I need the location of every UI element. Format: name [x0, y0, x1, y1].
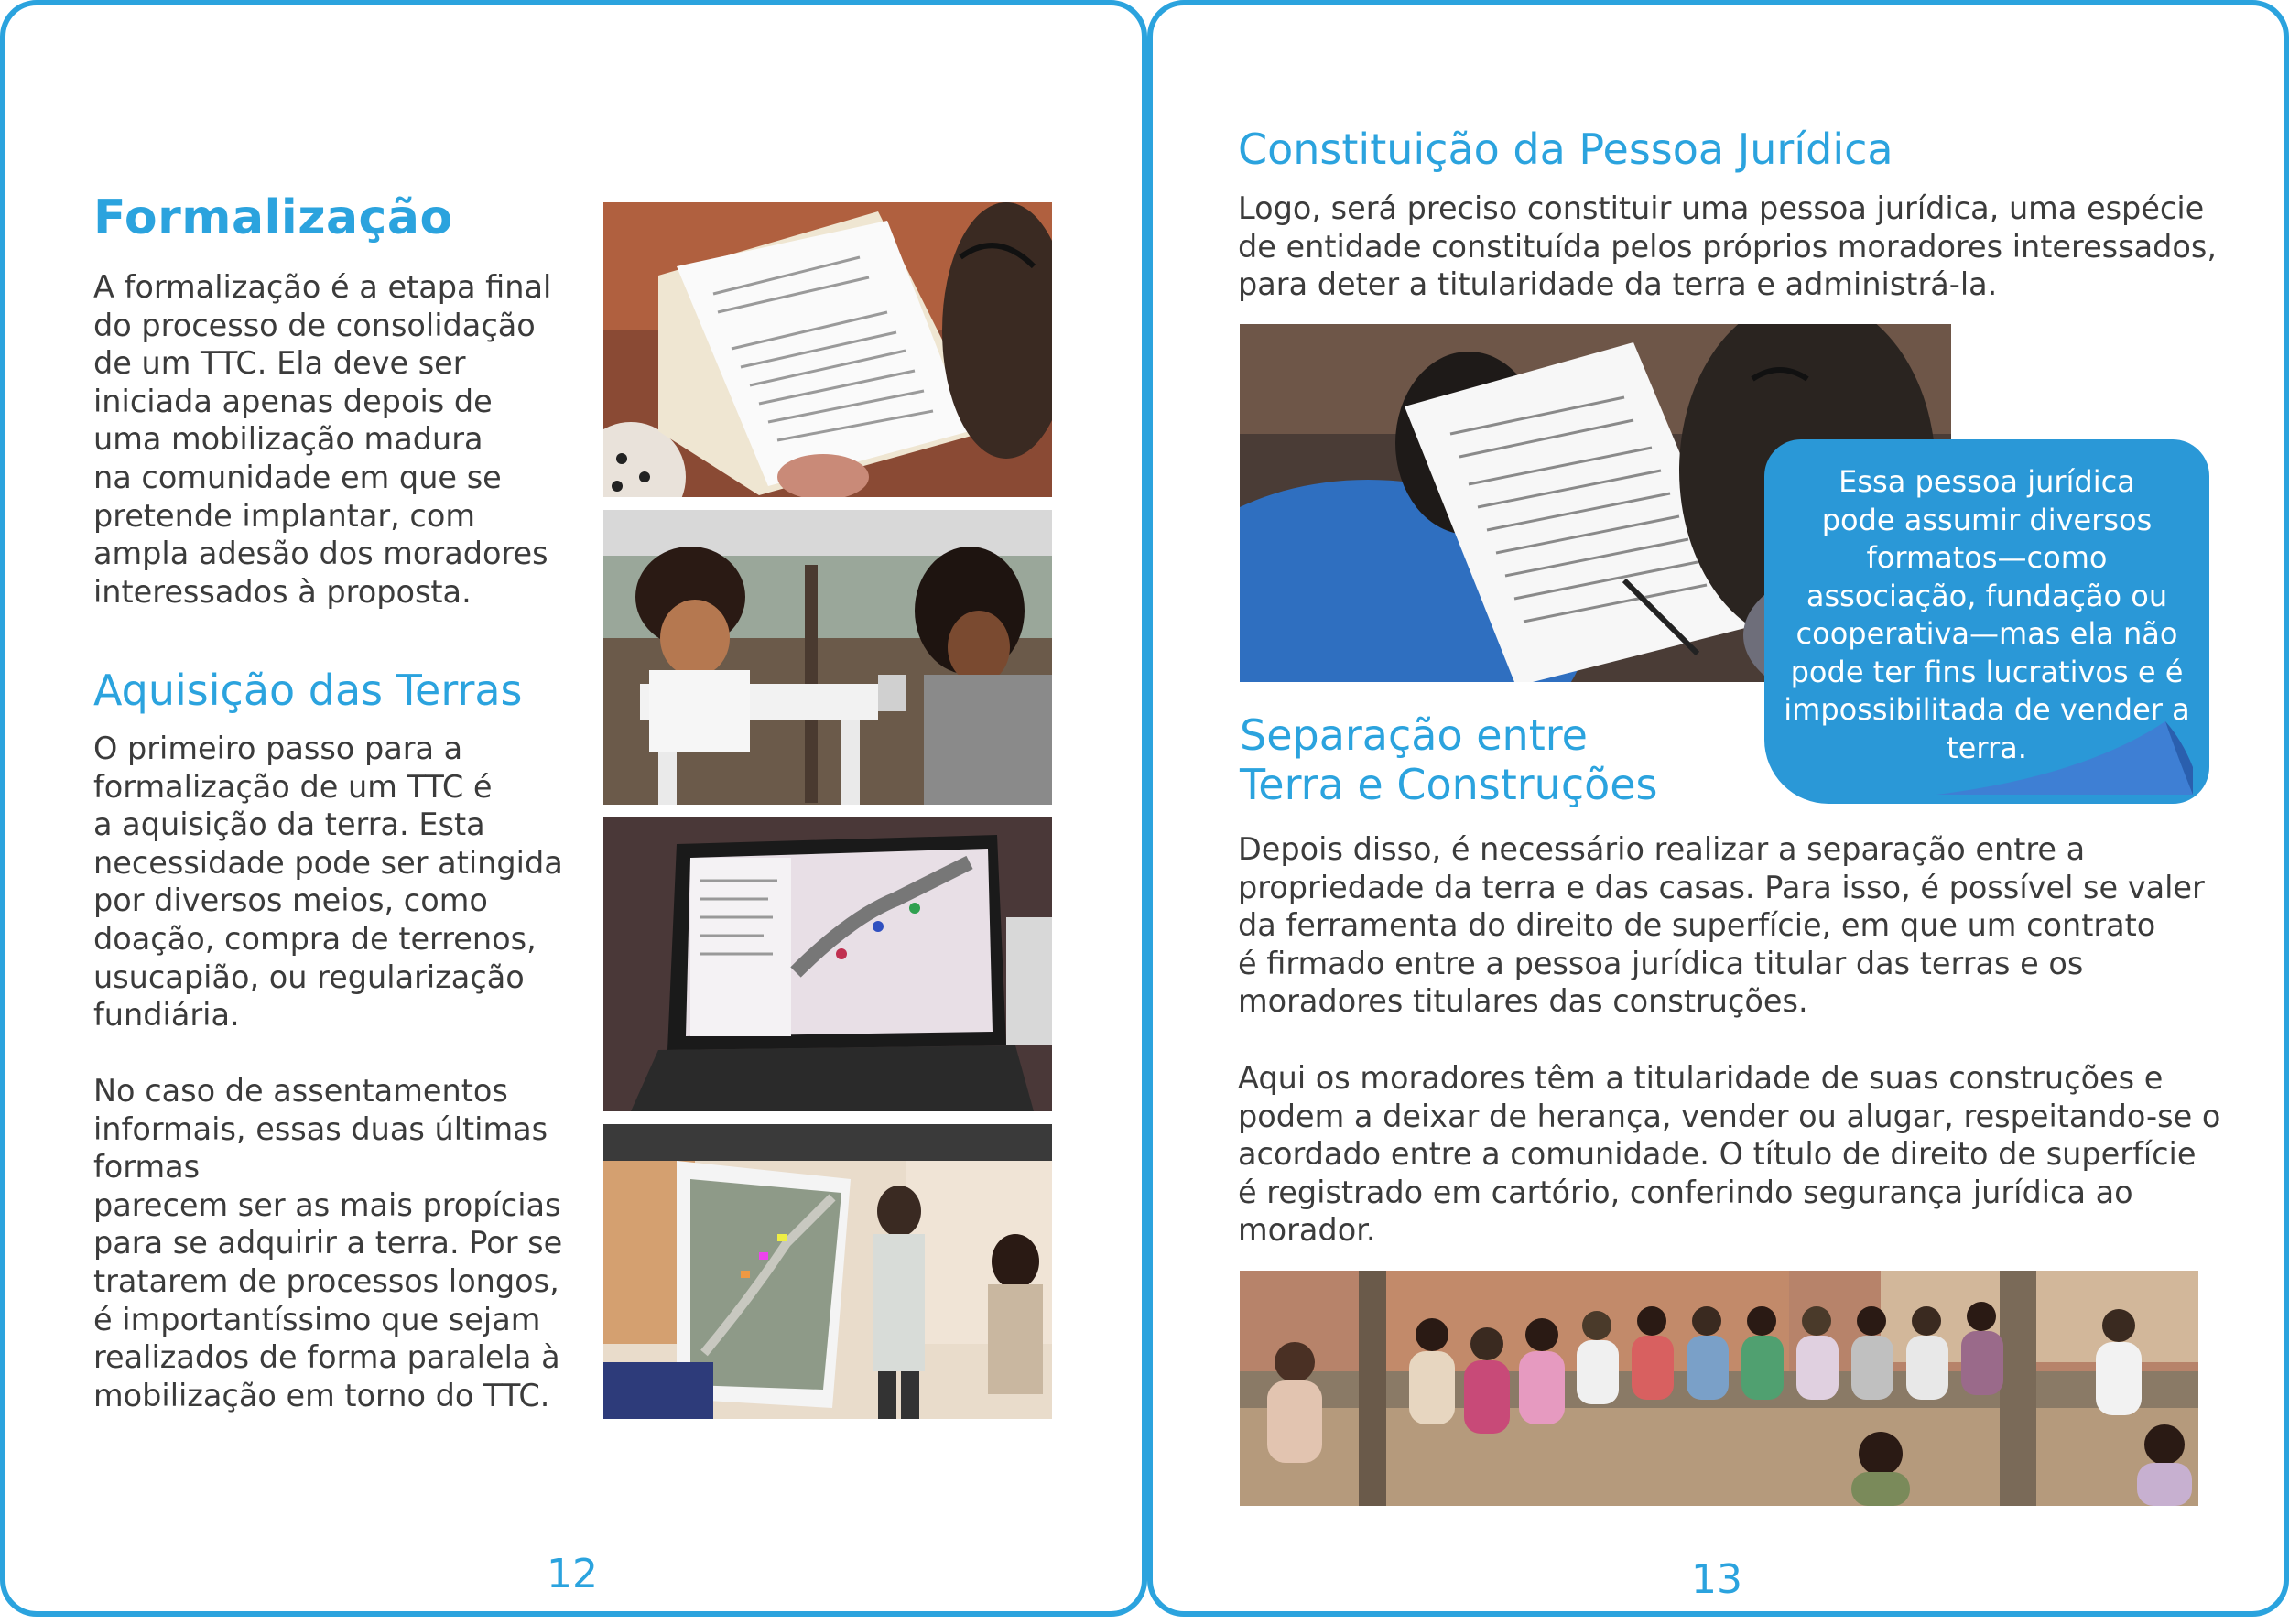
page-number-right: 13 [1691, 1556, 1742, 1603]
community-circle-photo [1240, 1271, 2198, 1506]
separation-title: Separação entre Terra e Construções [1240, 710, 1658, 809]
page-number-left: 12 [547, 1551, 598, 1597]
laptop-map-photo [603, 817, 1052, 1111]
callout-text: Essa pessoa jurídica pode assumir diversos formatos—como associação, fundação ou cooperativa—mas ela não pode ter fins lucrativos e é impossibilitada de vender a terra. [1784, 464, 2190, 765]
legal-entity-callout [1764, 439, 2209, 804]
land-acquisition-title: Aquisição das Terras [93, 666, 523, 715]
legal-entity-intro: Logo, será preciso constituir uma pessoa jurídica, uma espécie de entidade constituída pelos próprios moradores interessados, para deter a titularidade da terra e administrá-la. [1238, 190, 2217, 303]
land-acquisition-para-1: O primeiro passo para a formalização de um TTC é a aquisição da terra. Esta necessidade pode ser atingida por diversos meios, como doação, compra de terrenos, usucapião, ou regularização fundiária. [93, 731, 563, 1034]
formalization-intro: A formalização é a etapa final do processo de consolidação de um TTC. Ela deve ser iniciada apenas depois de uma mobilização madura na comunidade em que se pretende implantar, com ampla adesão dos moradores interessados à proposta. [93, 269, 552, 610]
separation-para-1: Depois disso, é necessário realizar a separação entre a propriedade da terra e das casas. Para isso, é possível se valer da ferramenta do direito de superfície, em que um contrato é firmado entre a pessoa jurídica titular das terras e os moradores titulares das construções. [1238, 831, 2205, 1020]
page-curl-icon [1936, 712, 2193, 795]
land-acquisition-para-2: No caso de assentamentos informais, essas duas últimas formas parecem ser as mais propícias para se adquirir a terra. Por se tratarem de processos longos, é importantíssimo que sejam realizados de forma paralela à mobilização em torno do TTC. [93, 1073, 563, 1413]
document-reading-photo [603, 202, 1052, 497]
map-presentation-photo [603, 1124, 1052, 1419]
formalization-title: Formalização [93, 190, 453, 245]
separation-para-2: Aqui os moradores têm a titularidade de suas construções e podem a deixar de herança, vender ou alugar, respeitando-se o acordado entre a comunidade. O título de direito de superfície é registrado em cartório, conferindo segurança jurídica ao morador. [1238, 1060, 2221, 1249]
legal-entity-title: Constituição da Pessoa Jurídica [1238, 125, 1893, 174]
group-meeting-photo [603, 510, 1052, 805]
